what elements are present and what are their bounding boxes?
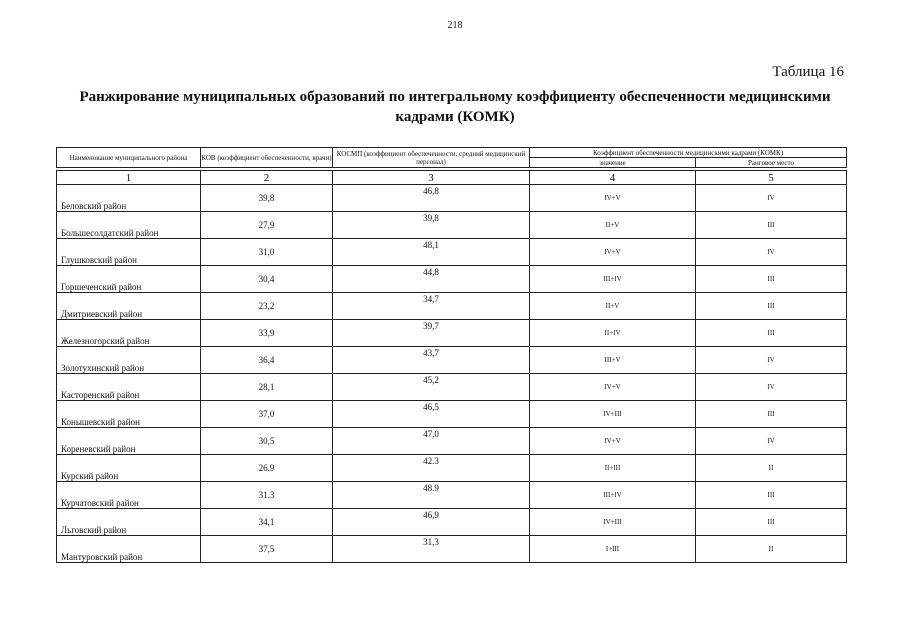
kosmp-value: 43,7	[333, 347, 530, 374]
kosmp-value: 34,7	[333, 293, 530, 320]
column-number: 5	[696, 171, 847, 185]
kosmp-value: 48.9	[333, 482, 530, 509]
district-name: Дмитриевский район	[57, 293, 201, 320]
table-row	[57, 347, 847, 374]
district-name: Глушковский район	[57, 239, 201, 266]
table-row	[57, 455, 847, 482]
district-name: Мантуровский район	[57, 536, 201, 563]
kosmp-value: 44,8	[333, 266, 530, 293]
rank-value: IV	[696, 185, 847, 212]
rank-value: III	[696, 509, 847, 536]
header-kov: КОВ (коэффициент обеспеченности, врачи)	[201, 148, 333, 168]
kov-value: 27,9	[201, 212, 333, 239]
kosmp-value: 31,3	[333, 536, 530, 563]
header-name: Наименование муниципального района	[57, 148, 201, 168]
rank-value: IV	[696, 428, 847, 455]
table-row	[57, 482, 847, 509]
kosmp-value: 45,2	[333, 374, 530, 401]
district-name: Касторенский район	[57, 374, 201, 401]
table-row	[57, 185, 847, 212]
komk-value: IV+V	[530, 239, 696, 266]
rank-value: III	[696, 401, 847, 428]
table-row	[57, 320, 847, 347]
rank-value: III	[696, 266, 847, 293]
column-number: 2	[201, 171, 333, 185]
rank-value: III	[696, 320, 847, 347]
header-komk: Коэффициент обеспеченности медицинскими кадрами (КОМК)	[530, 148, 847, 158]
kov-value: 39,8	[201, 185, 333, 212]
komk-value: IV+V	[530, 374, 696, 401]
header-kosmp: КОСМП (коэффициент обеспеченности, средний медицинский персонал)	[333, 148, 530, 168]
komk-value: IV+V	[530, 428, 696, 455]
district-name: Конышевский район	[57, 401, 201, 428]
table-body	[57, 168, 847, 563]
table-row	[57, 428, 847, 455]
table-row	[57, 401, 847, 428]
district-name: Курчатовский район	[57, 482, 201, 509]
title-line-2: кадрами (КОМК)	[395, 109, 515, 125]
komk-value: III+IV	[530, 482, 696, 509]
district-name: Горшеченский район	[57, 266, 201, 293]
table-row	[57, 212, 847, 239]
kov-value: 23,2	[201, 293, 333, 320]
header-rank: Ранговое место	[696, 158, 847, 168]
kov-value: 34,1	[201, 509, 333, 536]
table-row	[57, 536, 847, 563]
rank-value: IV	[696, 239, 847, 266]
kov-value: 28,1	[201, 374, 333, 401]
table-row	[57, 509, 847, 536]
page-number: 218	[447, 20, 463, 31]
table-row	[57, 266, 847, 293]
kosmp-value: 46,5	[333, 401, 530, 428]
kov-value: 30,4	[201, 266, 333, 293]
komk-value: III+IV	[530, 266, 696, 293]
kov-value: 33,9	[201, 320, 333, 347]
table-row	[57, 293, 847, 320]
rank-value: III	[696, 293, 847, 320]
column-number-row	[57, 171, 847, 185]
kosmp-value: 39,8	[333, 212, 530, 239]
district-name: Золотухинский район	[57, 347, 201, 374]
rank-value: IV	[696, 374, 847, 401]
kov-value: 37,5	[201, 536, 333, 563]
kosmp-value: 48,1	[333, 239, 530, 266]
komk-value: IV+III	[530, 509, 696, 536]
rank-value: II	[696, 536, 847, 563]
kov-value: 30,5	[201, 428, 333, 455]
district-name: Кореневский район	[57, 428, 201, 455]
kov-value: 31,0	[201, 239, 333, 266]
header-value: значение	[530, 158, 696, 168]
ranking-table	[56, 147, 847, 563]
column-number: 1	[57, 171, 201, 185]
kosmp-value: 46,9	[333, 509, 530, 536]
komk-value: II+IV	[530, 320, 696, 347]
table-row	[57, 374, 847, 401]
district-name: Беловский район	[57, 185, 201, 212]
rank-value: II	[696, 455, 847, 482]
kov-value: 36,4	[201, 347, 333, 374]
district-name: Курский район	[57, 455, 201, 482]
komk-value: II+III	[530, 455, 696, 482]
kov-value: 37,0	[201, 401, 333, 428]
komk-value: II+V	[530, 212, 696, 239]
rank-value: III	[696, 212, 847, 239]
column-number: 3	[333, 171, 530, 185]
kosmp-value: 39,7	[333, 320, 530, 347]
rank-value: III	[696, 482, 847, 509]
kosmp-value: 47,0	[333, 428, 530, 455]
kov-value: 31.3	[201, 482, 333, 509]
table-label: Таблица 16	[772, 64, 844, 80]
table-row	[57, 239, 847, 266]
rank-value: IV	[696, 347, 847, 374]
komk-value: IV+V	[530, 185, 696, 212]
kosmp-value: 46,8	[333, 185, 530, 212]
kosmp-value: 42.3	[333, 455, 530, 482]
district-name: Льговский район	[57, 509, 201, 536]
komk-value: IV+III	[530, 401, 696, 428]
kov-value: 26.9	[201, 455, 333, 482]
komk-value: I+III	[530, 536, 696, 563]
district-name: Железногорский район	[57, 320, 201, 347]
district-name: Большесолдатский район	[57, 212, 201, 239]
column-number: 4	[530, 171, 696, 185]
komk-value: II+V	[530, 293, 696, 320]
title-line-1: Ранжирование муниципальных образований по интегральному коэффициенту обеспеченности медицинскими	[79, 89, 831, 105]
komk-value: III+V	[530, 347, 696, 374]
document-title	[40, 87, 870, 127]
